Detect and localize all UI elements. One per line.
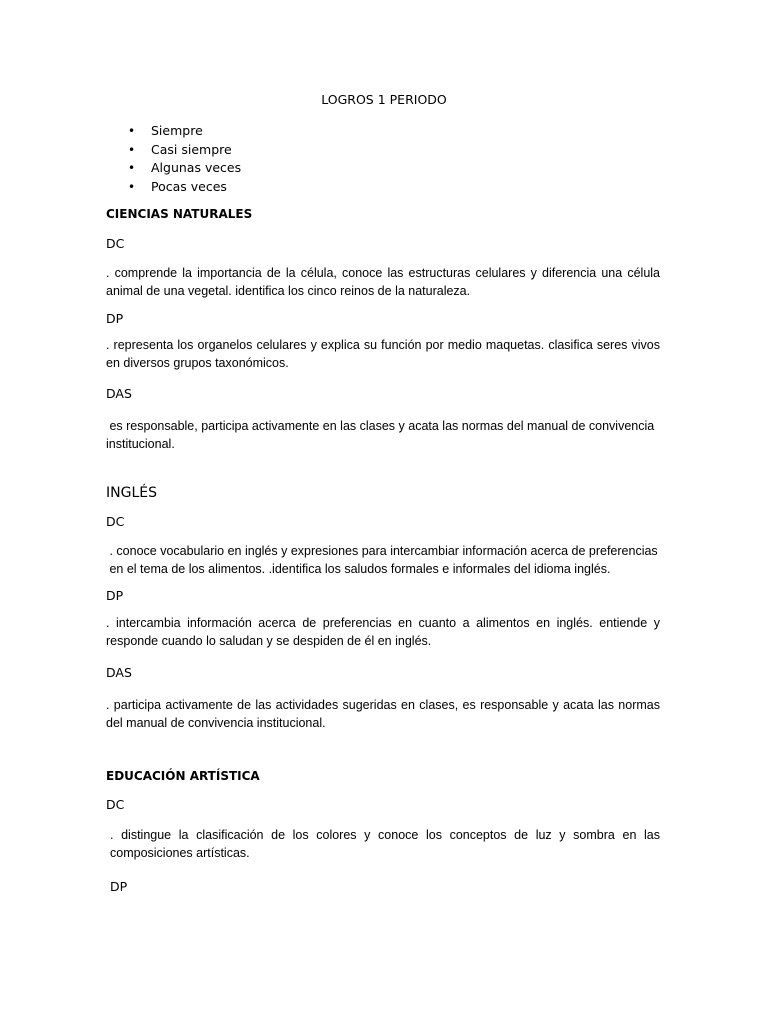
bullet-icon: •: [128, 142, 136, 157]
section-heading-ciencias-naturales: CIENCIAS NATURALES: [106, 207, 253, 221]
rating-scale-list: [0, 122, 241, 196]
dp-label: DP: [106, 588, 124, 603]
bullet-icon: •: [128, 179, 136, 194]
dc-label: DC: [106, 514, 125, 529]
list-item: • Algunas veces: [0, 159, 241, 178]
list-item: • Casi siempre: [0, 141, 241, 160]
das-paragraph: . participa activamente de las actividades sugeridas en clases, es responsable y acata las normas del manual de convivencia institucional.: [106, 698, 660, 730]
list-item: • Siempre: [0, 122, 241, 141]
bullet-icon: •: [128, 124, 136, 138]
document-title: LOGROS 1 PERIODO: [321, 92, 447, 107]
section-heading-ingles: INGLÉS: [106, 485, 157, 501]
list-item: • Pocas veces: [0, 178, 241, 197]
dc-paragraph: . comprende la importancia de la célula, conoce las estructuras celulares y diferencia una célula animal de una vegetal. identifica los cinco reinos de la naturaleza.: [106, 266, 660, 298]
dp-paragraph: . representa los organelos celulares y explica su función por medio maquetas. clasifica seres vivos en diversos grupos taxonómicos.: [106, 338, 660, 370]
bullet-icon: •: [128, 161, 136, 176]
dp-paragraph: . intercambia información acerca de preferencias en cuanto a alimentos en inglés. entiende y responde cuando lo saludan y se despiden de él en inglés.: [106, 616, 660, 648]
dc-label: DC: [106, 236, 125, 251]
dp-label: DP: [106, 311, 124, 326]
das-paragraph: es responsable, participa activamente en las clases y acata las normas del manual de convivencia institucional.: [106, 419, 655, 451]
dc-paragraph: . conoce vocabulario en inglés y expresiones para intercambiar información acerca de preferencias en el tema de los alimentos. .identifica los saludos formales e informales del idioma inglés.: [106, 544, 658, 576]
das-label: DAS: [106, 386, 132, 401]
section-heading-educacion-artistica: EDUCACIÓN ARTÍSTICA: [106, 769, 260, 783]
dc-label: DC: [106, 797, 125, 812]
das-label: DAS: [106, 665, 132, 680]
dc-paragraph: . distingue la clasificación de los colores y conoce los conceptos de luz y sombra en las composiciones artísticas.: [110, 828, 660, 860]
dp-label: DP: [110, 879, 128, 894]
